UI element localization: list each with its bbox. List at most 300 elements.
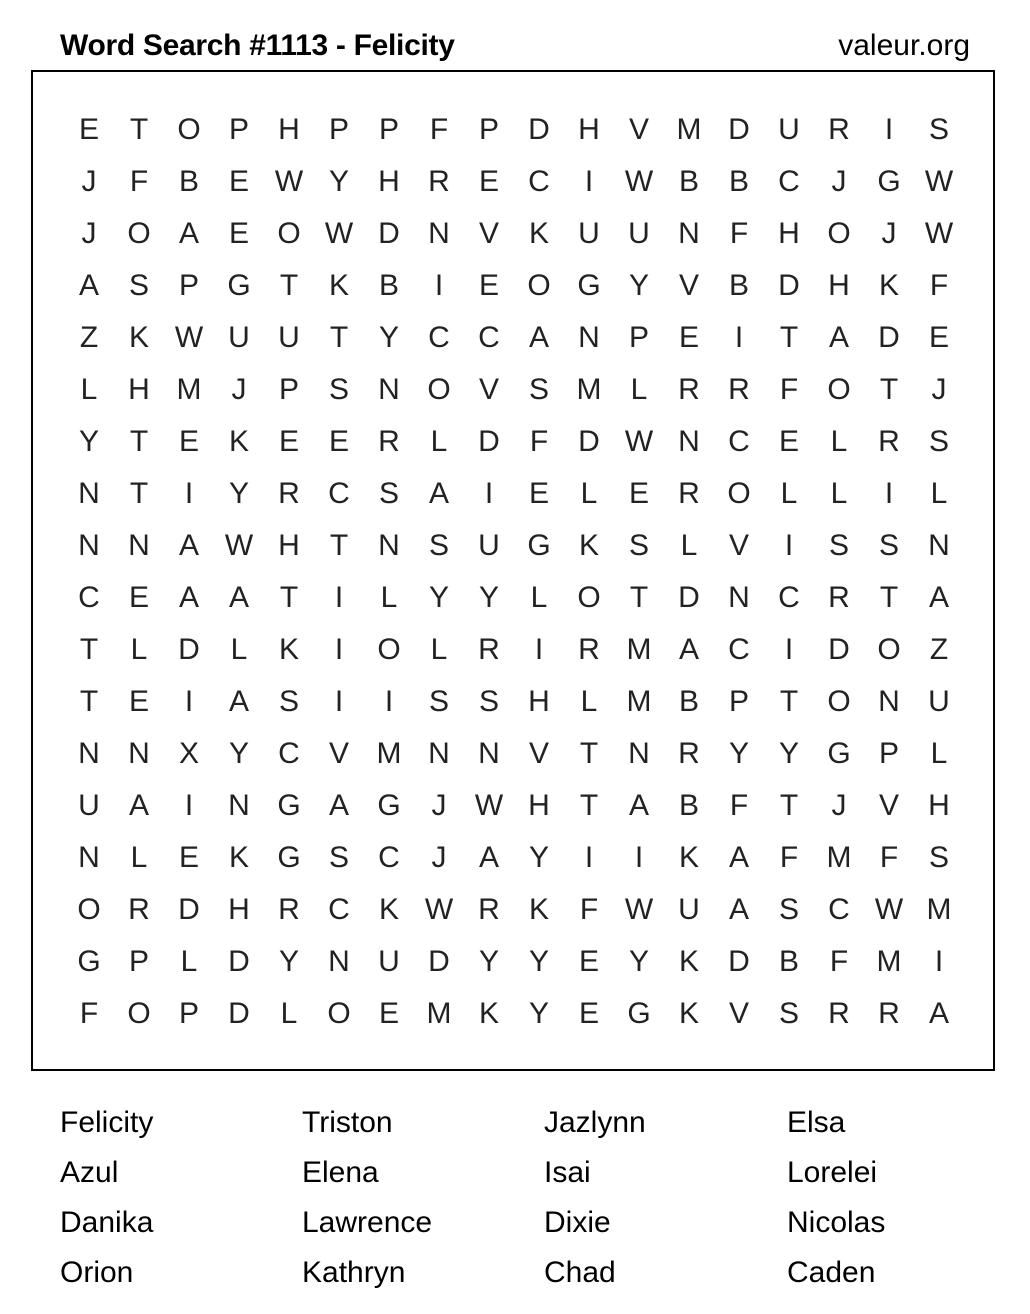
grid-cell[interactable]: K	[678, 997, 699, 1030]
grid-cell[interactable]: Y	[278, 945, 299, 978]
grid-cell[interactable]: V	[878, 789, 899, 822]
grid-cell[interactable]: U	[78, 789, 100, 822]
grid-cell[interactable]: Z	[929, 633, 949, 666]
grid-cell[interactable]: E	[678, 321, 699, 354]
grid-cell[interactable]: L	[580, 477, 598, 510]
grid-cell[interactable]: S	[778, 997, 799, 1030]
grid-cell[interactable]: U	[628, 217, 650, 250]
grid-cell[interactable]: G	[277, 789, 301, 822]
grid-cell[interactable]: T	[79, 633, 99, 666]
grid-cell[interactable]: B	[728, 165, 749, 198]
grid-cell[interactable]: V	[628, 113, 649, 146]
grid-cell[interactable]: J	[881, 217, 897, 250]
grid-cell[interactable]: R	[678, 477, 700, 510]
grid-cell[interactable]: T	[329, 529, 349, 562]
grid-cell[interactable]: E	[478, 165, 499, 198]
grid-cell[interactable]: Y	[228, 737, 249, 770]
grid-cell[interactable]: T	[579, 789, 599, 822]
grid-cell[interactable]: F	[879, 841, 899, 874]
grid-cell[interactable]: N	[228, 789, 250, 822]
grid-cell[interactable]: Y	[528, 945, 549, 978]
grid-cell[interactable]: Y	[628, 269, 649, 302]
grid-cell[interactable]: L	[930, 737, 948, 770]
grid-cell[interactable]: H	[228, 893, 250, 926]
grid-cell[interactable]: N	[78, 477, 100, 510]
grid-cell[interactable]: D	[528, 113, 550, 146]
grid-cell[interactable]: J	[81, 217, 97, 250]
grid-cell[interactable]: U	[928, 685, 950, 718]
grid-cell[interactable]: E	[128, 685, 149, 718]
grid-cell[interactable]: I	[734, 321, 744, 354]
grid-cell[interactable]: G	[827, 737, 851, 770]
grid-cell[interactable]: T	[129, 113, 149, 146]
grid-cell[interactable]: T	[279, 581, 299, 614]
grid-cell[interactable]: R	[428, 165, 450, 198]
grid-cell[interactable]: P	[178, 269, 199, 302]
grid-cell[interactable]: L	[80, 373, 98, 406]
grid-cell[interactable]: E	[278, 425, 299, 458]
grid-cell[interactable]: G	[527, 529, 551, 562]
grid-cell[interactable]: A	[228, 685, 249, 718]
grid-cell[interactable]: Y	[628, 945, 649, 978]
grid-cell[interactable]: U	[278, 321, 300, 354]
grid-cell[interactable]: K	[578, 529, 599, 562]
grid-cell[interactable]: L	[380, 581, 398, 614]
grid-cell[interactable]: C	[328, 893, 350, 926]
grid-cell[interactable]: G	[577, 269, 601, 302]
grid-cell[interactable]: T	[779, 321, 799, 354]
grid-cell[interactable]: D	[228, 945, 250, 978]
grid-cell[interactable]: J	[231, 373, 247, 406]
grid-cell[interactable]: V	[478, 373, 499, 406]
grid-cell[interactable]: I	[934, 945, 944, 978]
grid-cell[interactable]: M	[426, 997, 452, 1030]
grid-cell[interactable]: N	[128, 737, 150, 770]
grid-cell[interactable]: B	[678, 685, 699, 718]
grid-cell[interactable]: K	[678, 945, 699, 978]
grid-cell[interactable]: L	[830, 477, 848, 510]
grid-cell[interactable]: N	[878, 685, 900, 718]
grid-cell[interactable]: L	[680, 529, 698, 562]
grid-cell[interactable]: Y	[528, 841, 549, 874]
grid-cell[interactable]: F	[429, 113, 449, 146]
grid-cell[interactable]: P	[628, 321, 649, 354]
grid-cell[interactable]: H	[528, 789, 550, 822]
grid-cell[interactable]: Y	[378, 321, 399, 354]
grid-cell[interactable]: A	[328, 789, 349, 822]
grid-cell[interactable]: A	[128, 789, 149, 822]
grid-cell[interactable]: G	[627, 997, 651, 1030]
grid-cell[interactable]: A	[428, 477, 449, 510]
grid-cell[interactable]: I	[184, 477, 194, 510]
grid-cell[interactable]: O	[127, 217, 151, 250]
grid-cell[interactable]: N	[678, 217, 700, 250]
grid-cell[interactable]: P	[328, 113, 349, 146]
grid-cell[interactable]: T	[129, 425, 149, 458]
grid-cell[interactable]: R	[128, 893, 150, 926]
grid-cell[interactable]: D	[178, 893, 200, 926]
grid-cell[interactable]: E	[228, 165, 249, 198]
grid-cell[interactable]: W	[324, 217, 354, 250]
grid-cell[interactable]: V	[528, 737, 549, 770]
grid-cell[interactable]: K	[328, 269, 349, 302]
grid-cell[interactable]: S	[378, 477, 399, 510]
grid-cell[interactable]: A	[228, 581, 249, 614]
grid-cell[interactable]: Y	[728, 737, 749, 770]
grid-cell[interactable]: K	[878, 269, 899, 302]
grid-cell[interactable]: W	[624, 425, 654, 458]
grid-cell[interactable]: R	[728, 373, 750, 406]
grid-cell[interactable]: D	[378, 217, 400, 250]
grid-cell[interactable]: S	[928, 113, 949, 146]
grid-cell[interactable]: P	[728, 685, 749, 718]
grid-cell[interactable]: K	[278, 633, 299, 666]
grid-cell[interactable]: G	[77, 945, 101, 978]
grid-cell[interactable]: I	[534, 633, 544, 666]
grid-cell[interactable]: F	[779, 841, 799, 874]
grid-cell[interactable]: L	[580, 685, 598, 718]
grid-cell[interactable]: D	[178, 633, 200, 666]
grid-cell[interactable]: T	[579, 737, 599, 770]
grid-cell[interactable]: D	[728, 113, 750, 146]
grid-cell[interactable]: R	[828, 113, 850, 146]
grid-cell[interactable]: S	[878, 529, 899, 562]
grid-cell[interactable]: B	[678, 789, 699, 822]
grid-cell[interactable]: H	[828, 269, 850, 302]
grid-cell[interactable]: I	[584, 165, 594, 198]
grid-cell[interactable]: V	[328, 737, 349, 770]
grid-cell[interactable]: N	[78, 737, 100, 770]
grid-cell[interactable]: E	[578, 997, 599, 1030]
grid-cell[interactable]: I	[184, 685, 194, 718]
grid-cell[interactable]: N	[128, 529, 150, 562]
grid-cell[interactable]: M	[876, 945, 902, 978]
grid-cell[interactable]: S	[328, 841, 349, 874]
grid-cell[interactable]: R	[278, 477, 300, 510]
grid-cell[interactable]: T	[629, 581, 649, 614]
grid-cell[interactable]: N	[628, 737, 650, 770]
grid-cell[interactable]: H	[578, 113, 600, 146]
grid-cell[interactable]: F	[529, 425, 549, 458]
grid-cell[interactable]: A	[528, 321, 549, 354]
grid-cell[interactable]: I	[434, 269, 444, 302]
grid-cell[interactable]: O	[877, 633, 901, 666]
grid-cell[interactable]: O	[327, 997, 351, 1030]
grid-cell[interactable]: Y	[328, 165, 349, 198]
grid-cell[interactable]: T	[279, 269, 299, 302]
grid-cell[interactable]: K	[128, 321, 149, 354]
grid-cell[interactable]: L	[430, 633, 448, 666]
grid-cell[interactable]: T	[129, 477, 149, 510]
grid-cell[interactable]: R	[828, 581, 850, 614]
grid-cell[interactable]: W	[624, 893, 654, 926]
grid-cell[interactable]: D	[578, 425, 600, 458]
grid-cell[interactable]: I	[784, 633, 794, 666]
grid-cell[interactable]: A	[178, 217, 199, 250]
grid-cell[interactable]: A	[728, 841, 749, 874]
grid-cell[interactable]: S	[778, 893, 799, 926]
grid-cell[interactable]: W	[924, 165, 954, 198]
grid-cell[interactable]: G	[277, 841, 301, 874]
grid-cell[interactable]: M	[576, 373, 602, 406]
grid-cell[interactable]: J	[81, 165, 97, 198]
grid-cell[interactable]: Y	[228, 477, 249, 510]
grid-cell[interactable]: A	[678, 633, 699, 666]
grid-cell[interactable]: V	[478, 217, 499, 250]
grid-cell[interactable]: J	[931, 373, 947, 406]
grid-cell[interactable]: T	[879, 581, 899, 614]
grid-cell[interactable]: A	[728, 893, 749, 926]
grid-cell[interactable]: N	[728, 581, 750, 614]
grid-cell[interactable]: D	[728, 945, 750, 978]
grid-cell[interactable]: I	[884, 477, 894, 510]
grid-cell[interactable]: W	[624, 165, 654, 198]
grid-cell[interactable]: Z	[79, 321, 99, 354]
grid-cell[interactable]: H	[778, 217, 800, 250]
grid-cell[interactable]: I	[584, 841, 594, 874]
grid-cell[interactable]: R	[678, 373, 700, 406]
grid-cell[interactable]: N	[478, 737, 500, 770]
grid-cell[interactable]: J	[831, 165, 847, 198]
grid-cell[interactable]: N	[428, 737, 450, 770]
grid-cell[interactable]: L	[130, 633, 148, 666]
grid-cell[interactable]: E	[928, 321, 949, 354]
grid-cell[interactable]: C	[828, 893, 850, 926]
grid-cell[interactable]: I	[484, 477, 494, 510]
grid-cell[interactable]: K	[478, 997, 499, 1030]
grid-cell[interactable]: T	[879, 373, 899, 406]
grid-cell[interactable]: P	[178, 997, 199, 1030]
grid-cell[interactable]: B	[678, 165, 699, 198]
grid-cell[interactable]: O	[377, 633, 401, 666]
grid-cell[interactable]: B	[778, 945, 799, 978]
grid-cell[interactable]: Y	[478, 945, 499, 978]
grid-cell[interactable]: I	[184, 789, 194, 822]
grid-cell[interactable]: E	[578, 945, 599, 978]
grid-cell[interactable]: P	[878, 737, 899, 770]
grid-cell[interactable]: C	[328, 477, 350, 510]
grid-cell[interactable]: T	[779, 789, 799, 822]
grid-cell[interactable]: I	[334, 633, 344, 666]
grid-cell[interactable]: R	[678, 737, 700, 770]
grid-cell[interactable]: B	[378, 269, 399, 302]
grid-cell[interactable]: I	[384, 685, 394, 718]
grid-cell[interactable]: B	[728, 269, 749, 302]
grid-cell[interactable]: P	[228, 113, 249, 146]
grid-cell[interactable]: J	[431, 789, 447, 822]
grid-cell[interactable]: M	[926, 893, 952, 926]
grid-cell[interactable]: P	[478, 113, 499, 146]
grid-cell[interactable]: A	[78, 269, 99, 302]
grid-cell[interactable]: S	[528, 373, 549, 406]
grid-cell[interactable]: L	[130, 841, 148, 874]
grid-cell[interactable]: N	[578, 321, 600, 354]
grid-cell[interactable]: G	[877, 165, 901, 198]
grid-cell[interactable]: R	[878, 425, 900, 458]
grid-cell[interactable]: C	[278, 737, 300, 770]
grid-cell[interactable]: D	[828, 633, 850, 666]
grid-cell[interactable]: U	[678, 893, 700, 926]
grid-cell[interactable]: D	[678, 581, 700, 614]
grid-cell[interactable]: L	[930, 477, 948, 510]
grid-cell[interactable]: M	[376, 737, 402, 770]
grid-cell[interactable]: L	[280, 997, 298, 1030]
grid-cell[interactable]: U	[378, 945, 400, 978]
grid-cell[interactable]: O	[177, 113, 201, 146]
grid-cell[interactable]: G	[377, 789, 401, 822]
grid-cell[interactable]: P	[278, 373, 299, 406]
grid-cell[interactable]: R	[478, 893, 500, 926]
grid-cell[interactable]: I	[634, 841, 644, 874]
grid-cell[interactable]: X	[178, 737, 199, 770]
grid-cell[interactable]: V	[728, 529, 749, 562]
grid-cell[interactable]: C	[478, 321, 500, 354]
grid-cell[interactable]: C	[778, 581, 800, 614]
grid-cell[interactable]: E	[478, 269, 499, 302]
grid-cell[interactable]: F	[929, 269, 949, 302]
grid-cell[interactable]: F	[729, 789, 749, 822]
grid-cell[interactable]: O	[527, 269, 551, 302]
grid-cell[interactable]: L	[780, 477, 798, 510]
grid-cell[interactable]: M	[626, 633, 652, 666]
grid-cell[interactable]: U	[228, 321, 250, 354]
grid-cell[interactable]: K	[528, 893, 549, 926]
grid-cell[interactable]: T	[79, 685, 99, 718]
grid-cell[interactable]: E	[128, 581, 149, 614]
grid-cell[interactable]: S	[928, 425, 949, 458]
grid-cell[interactable]: O	[277, 217, 301, 250]
grid-cell[interactable]: H	[528, 685, 550, 718]
grid-cell[interactable]: U	[478, 529, 500, 562]
grid-cell[interactable]: F	[79, 997, 99, 1030]
grid-cell[interactable]: O	[427, 373, 451, 406]
grid-cell[interactable]: F	[579, 893, 599, 926]
grid-cell[interactable]: S	[428, 529, 449, 562]
grid-cell[interactable]: I	[334, 581, 344, 614]
grid-cell[interactable]: O	[77, 893, 101, 926]
grid-cell[interactable]: W	[924, 217, 954, 250]
grid-cell[interactable]: S	[628, 529, 649, 562]
grid-cell[interactable]: O	[727, 477, 751, 510]
grid-cell[interactable]: A	[928, 997, 949, 1030]
grid-cell[interactable]: P	[128, 945, 149, 978]
grid-cell[interactable]: D	[878, 321, 900, 354]
grid-cell[interactable]: T	[779, 685, 799, 718]
grid-cell[interactable]: N	[928, 529, 950, 562]
grid-cell[interactable]: F	[129, 165, 149, 198]
grid-cell[interactable]: H	[278, 529, 300, 562]
grid-cell[interactable]: A	[928, 581, 949, 614]
grid-cell[interactable]: G	[227, 269, 251, 302]
grid-cell[interactable]: E	[528, 477, 549, 510]
grid-cell[interactable]: F	[779, 373, 799, 406]
grid-cell[interactable]: L	[630, 373, 648, 406]
grid-cell[interactable]: L	[430, 425, 448, 458]
grid-cell[interactable]: E	[178, 841, 199, 874]
grid-cell[interactable]: V	[728, 997, 749, 1030]
grid-cell[interactable]: H	[278, 113, 300, 146]
grid-cell[interactable]: F	[829, 945, 849, 978]
grid-cell[interactable]: D	[778, 269, 800, 302]
grid-cell[interactable]: A	[628, 789, 649, 822]
grid-cell[interactable]: Y	[478, 581, 499, 614]
grid-cell[interactable]: I	[334, 685, 344, 718]
grid-cell[interactable]: R	[578, 633, 600, 666]
grid-cell[interactable]: E	[78, 113, 99, 146]
grid-cell[interactable]: R	[378, 425, 400, 458]
grid-cell[interactable]: W	[224, 529, 254, 562]
grid-cell[interactable]: M	[676, 113, 702, 146]
grid-cell[interactable]: N	[78, 529, 100, 562]
grid-cell[interactable]: L	[230, 633, 248, 666]
grid-cell[interactable]: E	[228, 217, 249, 250]
grid-cell[interactable]: S	[828, 529, 849, 562]
grid-cell[interactable]: E	[778, 425, 799, 458]
grid-cell[interactable]: N	[328, 945, 350, 978]
grid-cell[interactable]: N	[428, 217, 450, 250]
grid-cell[interactable]: W	[424, 893, 454, 926]
grid-cell[interactable]: I	[884, 113, 894, 146]
grid-cell[interactable]: P	[378, 113, 399, 146]
grid-cell[interactable]: S	[128, 269, 149, 302]
grid-cell[interactable]: O	[577, 581, 601, 614]
grid-cell[interactable]: Y	[428, 581, 449, 614]
grid-cell[interactable]: H	[928, 789, 950, 822]
grid-cell[interactable]: E	[328, 425, 349, 458]
grid-cell[interactable]: H	[378, 165, 400, 198]
grid-cell[interactable]: K	[228, 425, 249, 458]
grid-cell[interactable]: Y	[528, 997, 549, 1030]
grid-cell[interactable]: M	[626, 685, 652, 718]
grid-cell[interactable]: H	[128, 373, 150, 406]
grid-cell[interactable]: O	[127, 997, 151, 1030]
grid-cell[interactable]: M	[826, 841, 852, 874]
grid-cell[interactable]: R	[828, 997, 850, 1030]
grid-cell[interactable]: T	[329, 321, 349, 354]
grid-cell[interactable]: B	[178, 165, 199, 198]
grid-cell[interactable]: D	[428, 945, 450, 978]
grid-cell[interactable]: C	[78, 581, 100, 614]
grid-cell[interactable]: A	[828, 321, 849, 354]
grid-cell[interactable]: M	[176, 373, 202, 406]
grid-cell[interactable]: E	[178, 425, 199, 458]
grid-cell[interactable]: L	[180, 945, 198, 978]
grid-cell[interactable]: S	[278, 685, 299, 718]
grid-cell[interactable]: Y	[778, 737, 799, 770]
grid-cell[interactable]: W	[174, 321, 204, 354]
grid-cell[interactable]: C	[378, 841, 400, 874]
grid-cell[interactable]: E	[378, 997, 399, 1030]
grid-cell[interactable]: L	[830, 425, 848, 458]
grid-cell[interactable]: S	[428, 685, 449, 718]
grid-cell[interactable]: S	[328, 373, 349, 406]
grid-cell[interactable]: K	[678, 841, 699, 874]
grid-cell[interactable]: N	[78, 841, 100, 874]
grid-cell[interactable]: J	[831, 789, 847, 822]
grid-cell[interactable]: Y	[78, 425, 99, 458]
grid-cell[interactable]: S	[928, 841, 949, 874]
grid-cell[interactable]: N	[378, 529, 400, 562]
grid-cell[interactable]: C	[528, 165, 550, 198]
grid-cell[interactable]: O	[827, 373, 851, 406]
grid-cell[interactable]: N	[378, 373, 400, 406]
grid-cell[interactable]: R	[278, 893, 300, 926]
grid-cell[interactable]: L	[530, 581, 548, 614]
grid-cell[interactable]: E	[628, 477, 649, 510]
grid-cell[interactable]: R	[878, 997, 900, 1030]
grid-cell[interactable]: C	[728, 425, 750, 458]
grid-cell[interactable]: C	[728, 633, 750, 666]
